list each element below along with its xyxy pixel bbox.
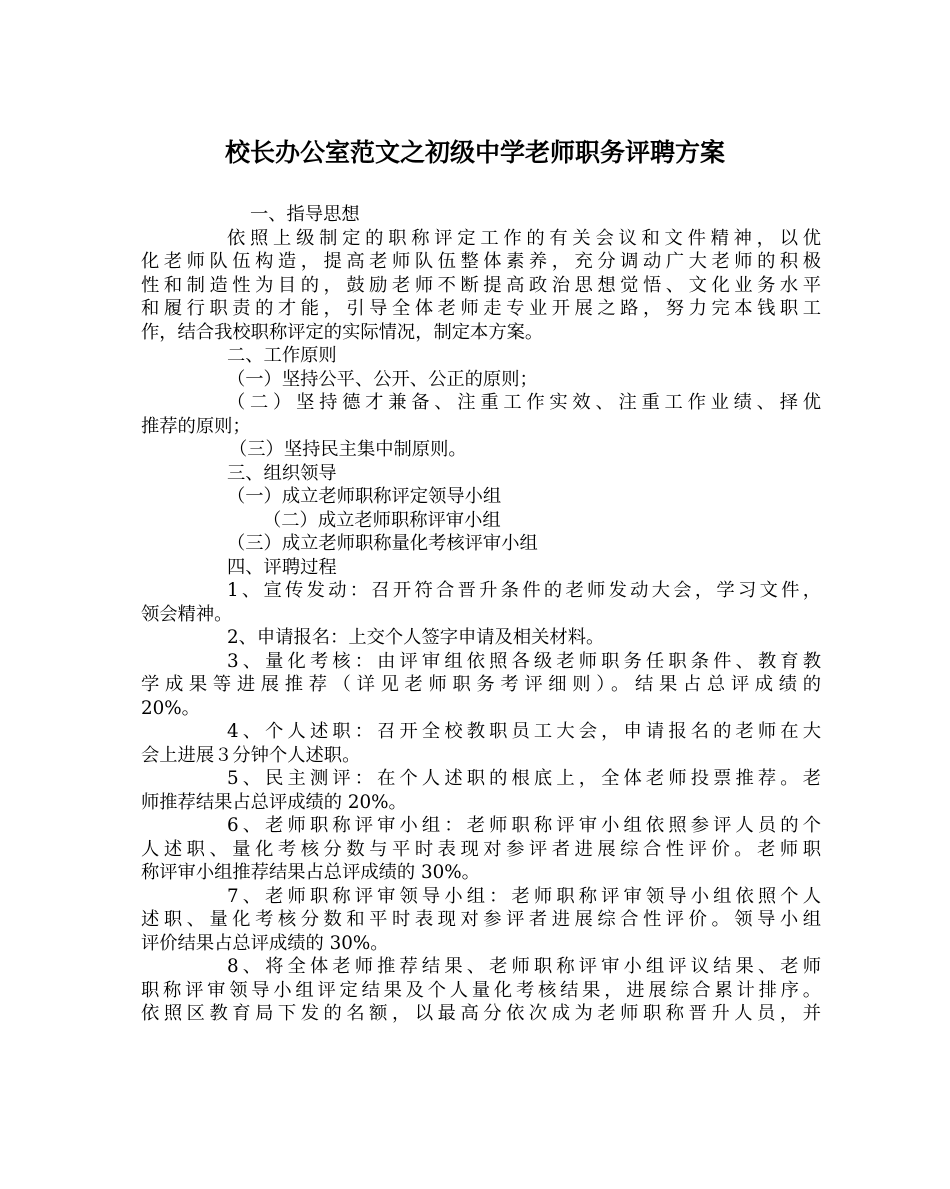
paragraph-line: 会上进展３分钟个人述职。 xyxy=(141,744,361,766)
paragraph-line: 学成果等进展推荐（详见老师职务考评细则）。结果占总评成绩的 xyxy=(141,674,821,695)
paragraph-line: 5、民主测评：在个人述职的根底上，全体老师投票推荐。老 xyxy=(227,768,821,789)
paragraph-line: 述职、量化考核分数和平时表现对参评者进展综合性评价。领导小组 xyxy=(141,909,821,930)
document-title: 校长办公室范文之初级中学老师职务评聘方案 xyxy=(224,138,725,167)
paragraph-line: 依照上级制定的职称评定工作的有关会议和文件精神，以优 xyxy=(227,227,821,249)
paragraph-line: 评价结果占总评成绩的 30%。 xyxy=(141,932,389,954)
paragraph-line: 作，结合我校职称评定的实际情况，制定本方案。 xyxy=(141,321,544,343)
section-heading-process: 四、评聘过程 xyxy=(227,556,337,578)
document-body xyxy=(141,203,821,1026)
paragraph-line: 依照区教育局下发的名额，以最高分依次成为老师职称晋升人员，并 xyxy=(141,1003,821,1024)
list-item: （二）成立老师职称评审小组 xyxy=(263,509,501,531)
paragraph-line: 性和制造性为目的，鼓励老师不断提高政治思想觉悟、文化业务水平 xyxy=(141,274,821,296)
paragraph-line: 人述职、量化考核分数与平时表现对参评者进展综合性评价。老师职 xyxy=(141,838,821,860)
list-item: （二）坚持德才兼备、注重工作实效、注重工作业绩、择优 xyxy=(227,392,821,413)
paragraph-line: 领会精神。 xyxy=(141,603,233,625)
paragraph-line: 8、将全体老师推荐结果、老师职称评审小组评议结果、老师 xyxy=(227,956,821,977)
list-item: （三）成立老师职称量化考核评审小组 xyxy=(227,533,538,554)
paragraph-line: 和履行职责的才能，引导全体老师走专业开展之路，努力完本钱职工 xyxy=(141,298,821,319)
paragraph-line: 1、宣传发动：召开符合晋升条件的老师发动大会，学习文件， xyxy=(227,580,821,601)
list-item: （一）成立老师职称评定领导小组 xyxy=(227,486,502,507)
list-item: （一）坚持公平、公开、公正的原则； xyxy=(227,368,538,390)
paragraph-line: 3、量化考核：由评审组依照各级老师职务任职条件、教育教 xyxy=(227,650,821,672)
paragraph-line: 6、老师职称评审小组：老师职称评审小组依照参评人员的个 xyxy=(227,815,821,836)
list-item: （三）坚持民主集中制原则。 xyxy=(229,439,467,460)
paragraph-line: 7、老师职称评审领导小组：老师职称评审领导小组依照个人 xyxy=(227,885,821,907)
paragraph-line: 20%。 xyxy=(141,697,200,719)
paragraph-line: 4、个人述职：召开全校教职员工大会，申请报名的老师在大 xyxy=(227,721,821,742)
section-heading-guiding-thought: 一、指导思想 xyxy=(250,204,360,225)
paragraph-line: 化老师队伍构造，提高老师队伍整体素养，充分调动广大老师的积极 xyxy=(141,251,821,272)
section-heading-work-principles: 二、工作原则 xyxy=(227,345,337,366)
list-item-continuation: 推荐的原则； xyxy=(141,415,251,437)
paragraph-line: 2、申请报名：上交个人签字申请及相关材料。 xyxy=(227,627,605,648)
section-heading-organization: 三、组织领导 xyxy=(227,462,337,484)
paragraph-line: 称评审小组推荐结果占总评成绩的 30%。 xyxy=(141,862,480,883)
paragraph-line: 职称评审领导小组评定结果及个人量化考核结果，进展综合累计排序。 xyxy=(141,979,821,1001)
paragraph-line: 师推荐结果占总评成绩的 20%。 xyxy=(141,791,407,813)
